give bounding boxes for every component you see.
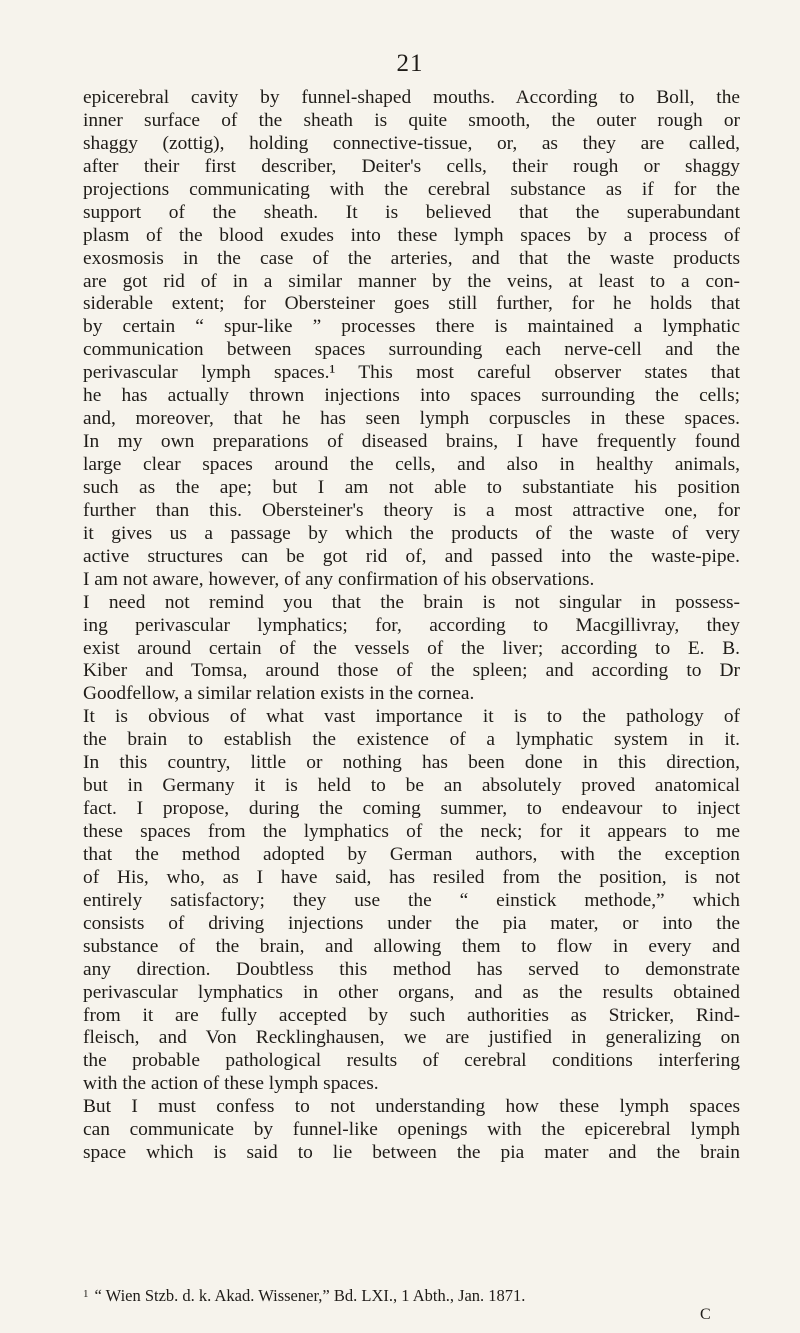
text-line: projections communicating with the cerebral substance as if for the [83, 178, 740, 200]
text-line: these spaces from the lymphatics of the neck; for it appears to me [83, 821, 740, 842]
text-line: space which is said to lie between the pia mater and the brain [83, 1142, 740, 1164]
text-line: active structures can be got rid of, and passed into the waste-pipe. [83, 545, 740, 567]
paragraph-end-line: I am not aware, however, of any confirmation of his observations. [83, 568, 595, 590]
text-line: epicerebral cavity by funnel-shaped mouths. According to Boll, the [83, 87, 740, 108]
text-line: shaggy (zottig), holding connective-tissue, or, as they are called, [83, 132, 740, 154]
paragraph-end-line: Goodfellow, a similar relation exists in the cornea. [83, 683, 475, 705]
text-line: fleisch, and Von Recklinghausen, we are justified in generalizing on [83, 1027, 740, 1049]
page-number: 21 [396, 50, 424, 77]
text-line: can communicate by funnel-like openings with the epicerebral lymph [83, 1119, 740, 1141]
text-line: In my own preparations of diseased brains, I have frequently found [83, 431, 740, 453]
paragraph-end-line: with the action of these lymph spaces. [83, 1073, 379, 1095]
text-line: it gives us a passage by which the products of the waste of very [83, 522, 740, 544]
text-line: are got rid of in a similar manner by the veins, at least to a con- [83, 270, 740, 292]
text-line: and, moreover, that he has seen lymph corpuscles in these spaces. [83, 408, 740, 430]
text-line: any direction. Doubtless this method has served to demonstrate [83, 958, 740, 980]
text-line: entirely satisfactory; they use the “ einstick methode,” which [83, 889, 740, 911]
text-line: perivascular lymph spaces.¹ This most careful observer states that [83, 362, 740, 384]
text-line: the brain to establish the existence of a lymphatic system in it. [83, 729, 740, 751]
text-line: substance of the brain, and allowing them to flow in every and [83, 935, 740, 957]
text-line: exist around certain of the vessels of the liver; according to E. B. [83, 637, 740, 659]
text-line: communication between spaces surrounding each nerve-cell and the [83, 339, 740, 361]
text-line: Kiber and Tomsa, around those of the spleen; and according to Dr [83, 660, 740, 682]
footnote-text: “ Wien Stzb. d. k. Akad. Wissener,” Bd. LXI., 1 Abth., Jan. 1871. [94, 1286, 526, 1305]
footnote [83, 1284, 740, 1306]
text-line: but in Germany it is held to be an absolutely proved anatomical [83, 775, 740, 797]
text-line: from it are fully accepted by such authorities as Stricker, Rind- [83, 1004, 740, 1026]
body-text [83, 87, 740, 1165]
text-line: by certain “ spur-like ” processes there is maintained a lymphatic [83, 316, 740, 338]
text-line: after their first describer, Deiter's cells, their rough or shaggy [83, 155, 740, 177]
text-line: consists of driving injections under the pia mater, or into the [83, 912, 740, 934]
text-line: he has actually thrown injections into spaces surrounding the cells; [83, 385, 740, 407]
text-line: But I must confess to not understanding how these lymph spaces [83, 1096, 740, 1118]
text-line: exosmosis in the case of the arteries, and that the waste products [83, 247, 740, 269]
text-line: fact. I propose, during the coming summer, to endeavour to inject [83, 798, 740, 820]
text-line: of His, who, as I have said, has resiled from the position, is not [83, 866, 740, 888]
text-line: inner surface of the sheath is quite smooth, the outer rough or [83, 109, 740, 131]
text-line: perivascular lymphatics in other organs, and as the results obtained [83, 981, 740, 1003]
text-line: ing perivascular lymphatics; for, according to Macgillivray, they [83, 614, 740, 636]
footnote-mark: 1 [83, 1288, 89, 1300]
text-line: In this country, little or nothing has been done in this direction, [83, 752, 740, 774]
text-line: It is obvious of what vast importance it is to the pathology of [83, 706, 740, 728]
text-line: large clear spaces around the cells, and also in healthy animals, [83, 454, 740, 475]
text-line: siderable extent; for Obersteiner goes still further, for he holds that [83, 293, 740, 315]
text-line: plasm of the blood exudes into these lymph spaces by a process of [83, 224, 740, 246]
text-line: such as the ape; but I am not able to substantiate his position [83, 476, 740, 498]
text-line: the probable pathological results of cerebral conditions interfering [83, 1050, 740, 1072]
text-line: support of the sheath. It is believed that the superabundant [83, 201, 740, 223]
text-line: further than this. Obersteiner's theory is a most attractive one, for [83, 499, 740, 521]
text-line: I need not remind you that the brain is not singular in possess- [83, 591, 740, 613]
signature-mark: C [700, 1306, 711, 1323]
text-line: that the method adopted by German authors, with the exception [83, 843, 740, 865]
